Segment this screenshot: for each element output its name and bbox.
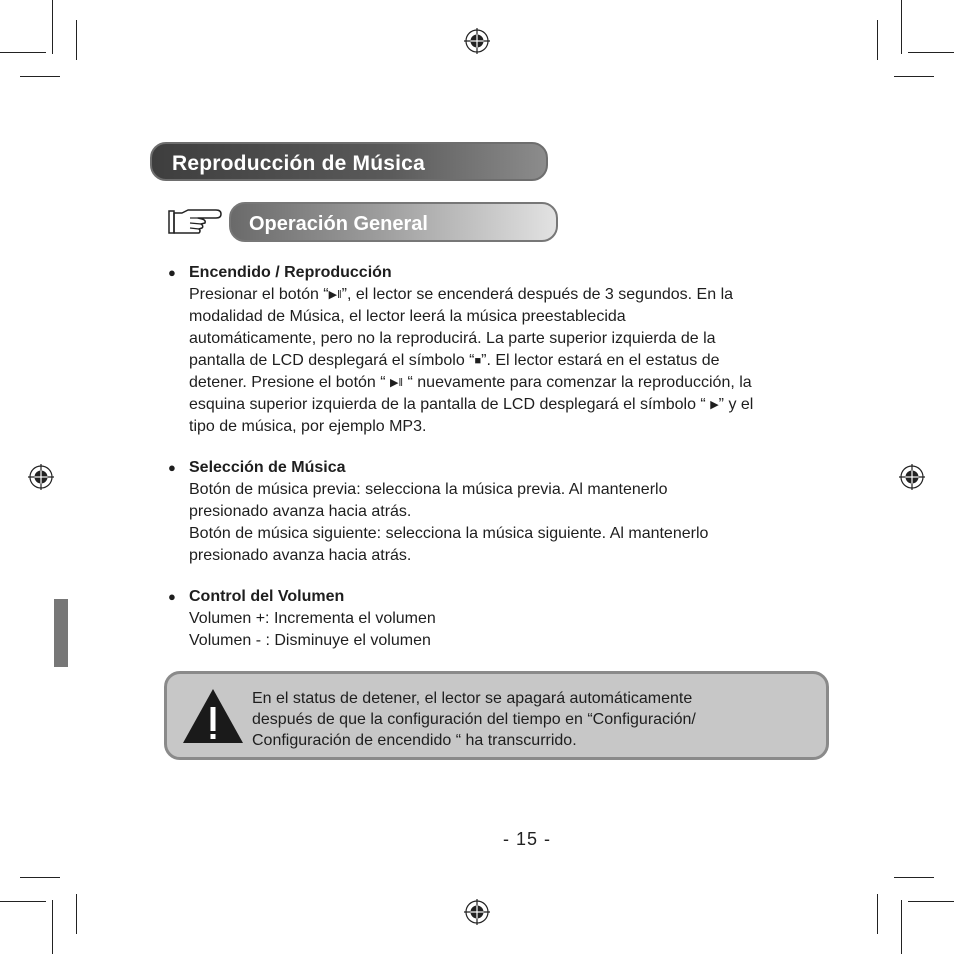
bullet: ● <box>168 460 176 475</box>
section-seleccion <box>168 457 848 567</box>
crop-mark <box>76 20 77 60</box>
pointing-hand-icon <box>168 208 224 236</box>
play-pause-icon: ▶ǁ <box>328 289 342 301</box>
play-pause-icon: ▶ǁ <box>390 377 404 389</box>
section-title-bar <box>150 142 548 181</box>
bullet: ● <box>168 265 176 280</box>
section-encendido <box>168 262 848 438</box>
note-line: En el status de detener, el lector se apagará automáticamente <box>252 690 693 707</box>
crop-mark <box>877 894 878 934</box>
paragraph-line: detener. Presione el botón “ ▶ǁ “ nuevamente para comenzar la reproducción, la <box>189 374 752 391</box>
crop-mark <box>0 901 46 902</box>
page-number: - 15 - <box>502 829 551 849</box>
section-heading: Selección de Música <box>189 459 346 476</box>
paragraph-line: Volumen +: Incrementa el volumen <box>189 610 436 627</box>
section-subtitle: Operación General <box>249 213 428 235</box>
note-line: Configuración de encendido “ ha transcurrido. <box>252 732 577 749</box>
paragraph-line: tipo de música, por ejemplo MP3. <box>189 418 427 435</box>
note-line: después de que la configuración del tiempo en “Configuración/ <box>252 711 696 728</box>
paragraph-line: Botón de música siguiente: selecciona la música siguiente. Al mantenerlo <box>189 525 709 542</box>
registration-mark-icon <box>464 28 490 54</box>
subtitle-bar <box>229 202 558 242</box>
paragraph-line: Volumen - : Disminuye el volumen <box>189 632 431 649</box>
crop-mark <box>901 900 902 954</box>
side-tab <box>54 599 68 667</box>
paragraph-line: modalidad de Música, el lector leerá la música preestablecida <box>189 308 626 325</box>
bullet: ● <box>168 589 176 604</box>
crop-mark <box>0 52 46 53</box>
paragraph-line: presionado avanza hacia atrás. <box>189 547 412 564</box>
warning-icon <box>181 687 245 745</box>
section-heading: Encendido / Reproducción <box>189 264 392 281</box>
crop-mark <box>877 20 878 60</box>
crop-mark <box>901 0 902 54</box>
crop-mark <box>76 894 77 934</box>
paragraph-line: esquina superior izquierda de la pantalla de LCD desplegará el símbolo “ ▶” y el <box>189 396 754 413</box>
crop-mark <box>908 901 954 902</box>
crop-mark <box>894 877 934 878</box>
registration-mark-icon <box>28 464 54 490</box>
crop-mark <box>52 900 53 954</box>
registration-mark-icon <box>464 899 490 925</box>
crop-mark <box>908 52 954 53</box>
play-icon: ▶ <box>710 399 719 411</box>
section-heading: Control del Volumen <box>189 588 345 605</box>
registration-mark-icon <box>899 464 925 490</box>
section-volumen <box>168 586 848 652</box>
note-text <box>252 688 696 751</box>
page-title: Reproducción de Música <box>172 152 425 175</box>
paragraph-line: Botón de música previa: selecciona la música previa. Al mantenerlo <box>189 481 668 498</box>
warning-note <box>164 671 829 760</box>
paragraph-line: pantalla de LCD desplegará el símbolo “■”. El lector estará en el estatus de <box>189 352 720 369</box>
crop-mark <box>20 76 60 77</box>
stop-icon: ■ <box>474 355 482 367</box>
crop-mark <box>894 76 934 77</box>
crop-mark <box>52 0 53 54</box>
crop-mark <box>20 877 60 878</box>
paragraph-line: presionado avanza hacia atrás. <box>189 503 412 520</box>
paragraph-line: Presionar el botón “▶ǁ”, el lector se encenderá después de 3 segundos. En la <box>189 286 734 303</box>
paragraph-line: automáticamente, pero no la reproducirá. La parte superior izquierda de la <box>189 330 716 347</box>
